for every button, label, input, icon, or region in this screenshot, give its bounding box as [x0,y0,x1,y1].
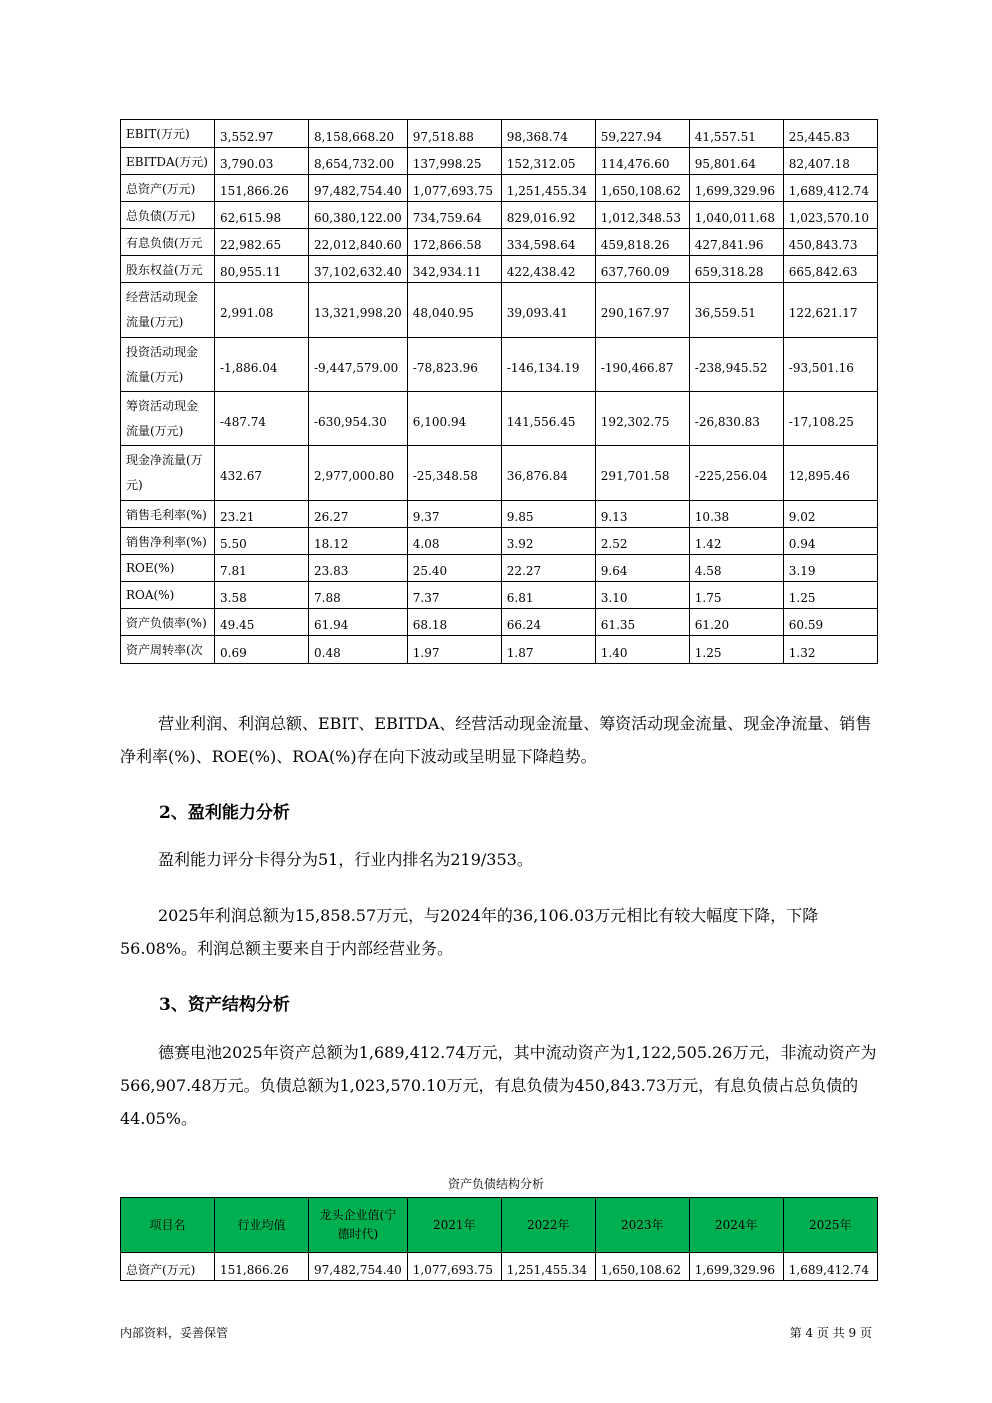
table-cell: 172,866.58 [407,229,501,256]
table-cell: 1,077,693.75 [407,175,501,202]
table-cell: 66.24 [501,609,595,636]
table-cell: 41,557.51 [689,120,783,148]
table-cell: 36,559.51 [689,283,783,338]
column-header: 龙头企业值(宁德时代) [309,1198,408,1253]
table-cell: 141,556.45 [501,392,595,446]
table-cell: 6,100.94 [407,392,501,446]
table-cell: 151,866.26 [215,1253,309,1281]
row-label: ROE(%) [121,555,215,582]
table-cell: 291,701.58 [595,446,689,501]
table-cell: 49.45 [215,609,309,636]
table-cell: -93,501.16 [783,338,877,392]
row-label: 总资产(万元) [121,1253,215,1281]
table-cell: 8,654,732.00 [309,148,408,175]
table-cell: 151,866.26 [215,175,309,202]
table-cell: 37,102,632.40 [309,256,408,283]
column-header: 2023年 [595,1198,689,1253]
table-cell: 1,699,329.96 [689,1253,783,1281]
table-cell: 9.13 [595,501,689,528]
table-cell: 98,368.74 [501,120,595,148]
row-label: 资产负债率(%) [121,609,215,636]
table-cell: 4.58 [689,555,783,582]
table-cell: 1.40 [595,636,689,664]
table-row [121,582,878,609]
footer-page-number: 第 4 页 共 9 页 [789,1326,872,1340]
asset-structure-paragraph: 德赛电池2025年资产总额为1,689,412.74万元，其中流动资产为1,122,505.26万元，非流动资产为566,907.48万元。负债总额为1,023,570.10万元，有息负债为450,843.73万元，有息负债占总负债的44.05%。 [120,1043,877,1128]
table-cell: 1,077,693.75 [407,1253,501,1281]
profit-total-paragraph: 2025年利润总额为15,858.57万元，与2024年的36,106.03万元相比有较大幅度下降，下降56.08%。利润总额主要来自于内部经营业务。 [120,906,819,958]
table-cell: 3.19 [783,555,877,582]
table-cell: -25,348.58 [407,446,501,501]
table-cell: 61.35 [595,609,689,636]
table-cell: 734,759.64 [407,202,501,229]
table-cell: -630,954.30 [309,392,408,446]
table-cell: -146,134.19 [501,338,595,392]
table-cell: 22.27 [501,555,595,582]
table-cell: 60.59 [783,609,877,636]
column-header: 行业均值 [215,1198,309,1253]
table-cell: 432.67 [215,446,309,501]
table-cell: 1,650,108.62 [595,1253,689,1281]
table-cell: 1,689,412.74 [783,1253,877,1281]
table-cell: 152,312.05 [501,148,595,175]
table-cell: 665,842.63 [783,256,877,283]
section-3-heading: 3、资产结构分析 [159,995,290,1015]
table-row [121,256,878,283]
table-row [121,338,878,392]
row-label: 股东权益(万元 [121,256,215,283]
table-cell: 1,251,455.34 [501,1253,595,1281]
table-cell: 137,998.25 [407,148,501,175]
table-cell: 192,302.75 [595,392,689,446]
row-label: 投资活动现金流量(万元) [121,338,215,392]
column-header: 2022年 [501,1198,595,1253]
table-cell: 26.27 [309,501,408,528]
table-cell: 1.32 [783,636,877,664]
table-row [121,636,878,664]
table-cell: 2,977,000.80 [309,446,408,501]
row-label: 资产周转率(次 [121,636,215,664]
table-cell: 122,621.17 [783,283,877,338]
table-cell: 3,552.97 [215,120,309,148]
table-cell: -190,466.87 [595,338,689,392]
column-header: 2021年 [407,1198,501,1253]
table-cell: 1,012,348.53 [595,202,689,229]
table-cell: -9,447,579.00 [309,338,408,392]
section-2-heading: 2、盈利能力分析 [159,803,290,823]
table-cell: 450,843.73 [783,229,877,256]
table-cell: 10.38 [689,501,783,528]
table-cell: 59,227.94 [595,120,689,148]
table-cell: 25,445.83 [783,120,877,148]
table-cell: 97,482,754.40 [309,1253,408,1281]
table-cell: 5.50 [215,528,309,555]
table-cell: 9.64 [595,555,689,582]
table-cell: 1.25 [783,582,877,609]
table-cell: 3.10 [595,582,689,609]
row-label: 销售毛利率(%) [121,501,215,528]
table-row [121,229,878,256]
table-cell: 7.37 [407,582,501,609]
table-cell: 7.81 [215,555,309,582]
table-cell: 1.97 [407,636,501,664]
row-label: 有息负债(万元 [121,229,215,256]
table-cell: 22,982.65 [215,229,309,256]
table-cell: 290,167.97 [595,283,689,338]
table-cell: 22,012,840.60 [309,229,408,256]
table-cell: 7.88 [309,582,408,609]
table-cell: 80,955.11 [215,256,309,283]
profitability-score-paragraph: 盈利能力评分卡得分为51，行业内排名为219/353。 [158,850,533,869]
table-cell: -17,108.25 [783,392,877,446]
table-cell: 1.87 [501,636,595,664]
table-cell: 3.92 [501,528,595,555]
table-cell: 6.81 [501,582,595,609]
trend-paragraph: 营业利润、利润总额、EBIT、EBITDA、经营活动现金流量、筹资活动现金流量、现金净流量、销售净利率(%)、ROE(%)、ROA(%)存在向下波动或呈明显下降趋势。 [120,714,872,766]
row-label: 销售净利率(%) [121,528,215,555]
table-row [121,555,878,582]
table-cell: 36,876.84 [501,446,595,501]
table-row [121,148,878,175]
table-cell: 97,518.88 [407,120,501,148]
table-cell: 4.08 [407,528,501,555]
table-cell: 1,251,455.34 [501,175,595,202]
table-cell: 61.20 [689,609,783,636]
table-cell: 3.58 [215,582,309,609]
row-label: 总负债(万元) [121,202,215,229]
table-cell: 82,407.18 [783,148,877,175]
table-cell: 1.75 [689,582,783,609]
table-cell: 18.12 [309,528,408,555]
table-row [121,202,878,229]
table-cell: -1,886.04 [215,338,309,392]
table-cell: 422,438.42 [501,256,595,283]
row-label: EBITDA(万元) [121,148,215,175]
table-row [121,446,878,501]
table-cell: 9.85 [501,501,595,528]
table-cell: 61.94 [309,609,408,636]
table-cell: 1,040,011.68 [689,202,783,229]
table-row [121,609,878,636]
table-cell: 829,016.92 [501,202,595,229]
table-cell: 9.02 [783,501,877,528]
row-label: 经营活动现金流量(万元) [121,283,215,338]
column-header: 2024年 [689,1198,783,1253]
table-row [121,528,878,555]
table-cell: 427,841.96 [689,229,783,256]
table-cell: 8,158,668.20 [309,120,408,148]
column-header: 2025年 [783,1198,877,1253]
table-cell: 23.21 [215,501,309,528]
table-cell: 2,991.08 [215,283,309,338]
table-cell: -238,945.52 [689,338,783,392]
balance-structure-table [120,1197,878,1281]
column-header: 项目名 [121,1198,215,1253]
financial-indicators-table [120,119,878,664]
row-label: 现金净流量(万元) [121,446,215,501]
table-cell: 1,699,329.96 [689,175,783,202]
table-cell: 62,615.98 [215,202,309,229]
table-cell: 97,482,754.40 [309,175,408,202]
table-cell: 39,093.41 [501,283,595,338]
footer-confidential: 内部资料，妥善保管 [120,1326,229,1340]
table-cell: 3,790.03 [215,148,309,175]
row-label: EBIT(万元) [121,120,215,148]
table-cell: 68.18 [407,609,501,636]
table-cell: 114,476.60 [595,148,689,175]
table-row [121,120,878,148]
table-row [121,392,878,446]
table-cell: 9.37 [407,501,501,528]
table-row [121,501,878,528]
balance-table-caption: 资产负债结构分析 [447,1177,544,1191]
table-cell: 95,801.64 [689,148,783,175]
table-cell: 13,321,998.20 [309,283,408,338]
table-cell: 1,650,108.62 [595,175,689,202]
table-cell: -487.74 [215,392,309,446]
table-cell: -225,256.04 [689,446,783,501]
table-cell: 1,689,412.74 [783,175,877,202]
table-cell: 2.52 [595,528,689,555]
table-row [121,1253,878,1281]
table-cell: 48,040.95 [407,283,501,338]
table-cell: 659,318.28 [689,256,783,283]
table-cell: 25.40 [407,555,501,582]
table-cell: 1.25 [689,636,783,664]
table-row [121,175,878,202]
table-cell: 459,818.26 [595,229,689,256]
table-cell: 23.83 [309,555,408,582]
table-cell: 1.42 [689,528,783,555]
row-label: 筹资活动现金流量(万元) [121,392,215,446]
row-label: ROA(%) [121,582,215,609]
table-cell: 334,598.64 [501,229,595,256]
table-cell: -78,823.96 [407,338,501,392]
table-cell: 0.69 [215,636,309,664]
table-cell: 0.94 [783,528,877,555]
table-cell: 342,934.11 [407,256,501,283]
table-cell: 60,380,122.00 [309,202,408,229]
table-cell: 637,760.09 [595,256,689,283]
table-cell: -26,830.83 [689,392,783,446]
table-cell: 12,895.46 [783,446,877,501]
table-row [121,283,878,338]
table-cell: 1,023,570.10 [783,202,877,229]
table-cell: 0.48 [309,636,408,664]
row-label: 总资产(万元) [121,175,215,202]
